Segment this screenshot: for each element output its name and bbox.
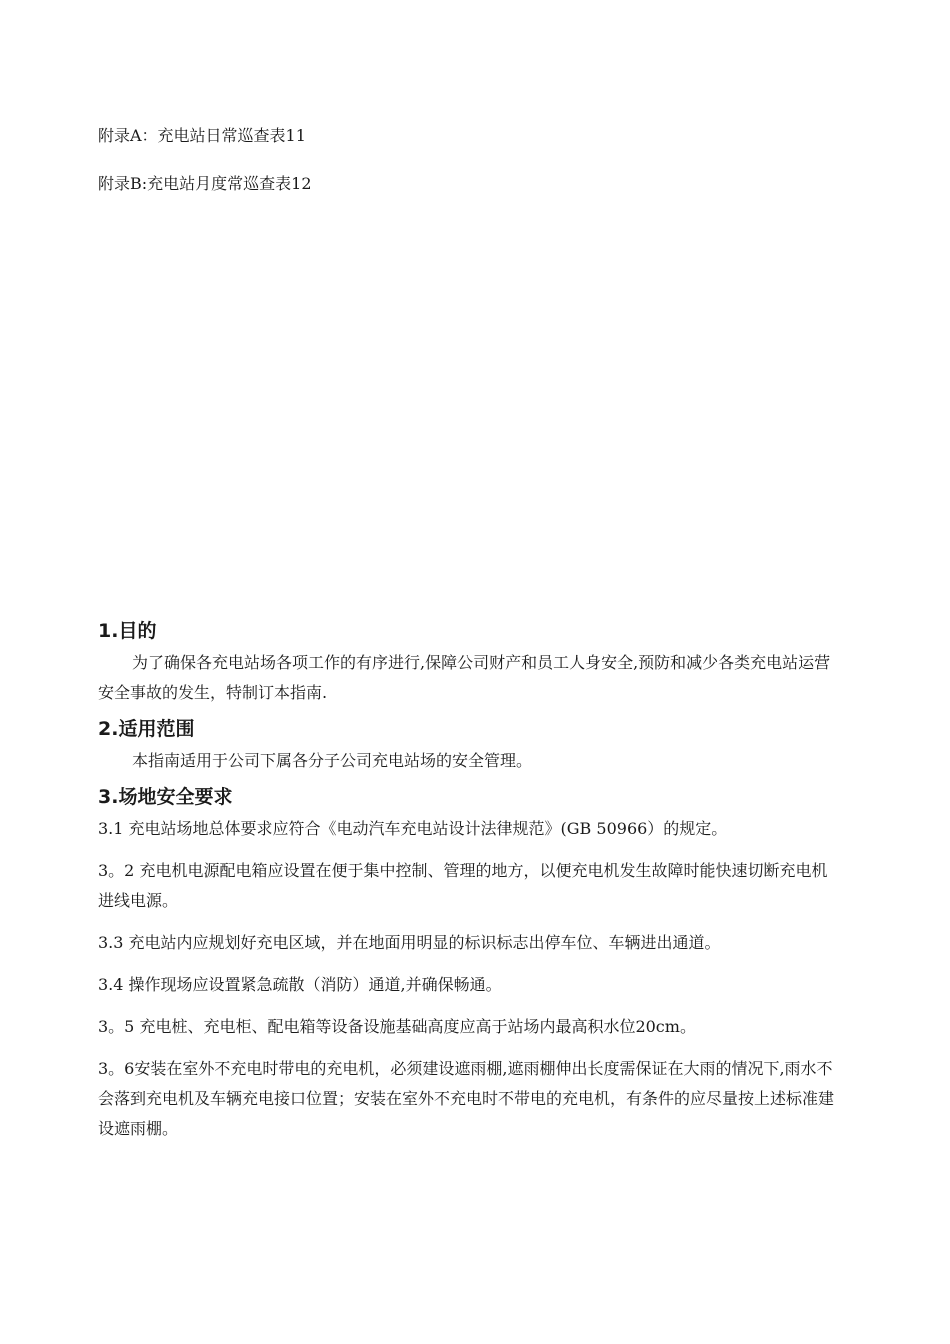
site-safety-item-1: 3.1 充电站场地总体要求应符合《电动汽车充电站设计法律规范》(GB 50966）的规定。 bbox=[98, 819, 728, 838]
section-body-scope: 本指南适用于公司下属各分子公司充电站场的安全管理。 bbox=[132, 751, 533, 770]
document-body bbox=[98, 620, 838, 1156]
section-site-safety bbox=[98, 786, 838, 1144]
toc-appendix-a: 附录A：充电站日常巡查表11 bbox=[98, 126, 306, 145]
site-safety-item-4: 3.4 操作现场应设置紧急疏散（消防）通道,并确保畅通。 bbox=[98, 975, 502, 994]
section-heading-scope: 2.适用范围 bbox=[98, 718, 195, 740]
site-safety-item-2: 3。2 充电机电源配电箱应设置在便于集中控制、管理的地方，以便充电机发生故障时能快速切断充电机进线电源。 bbox=[98, 861, 828, 910]
section-body-purpose: 为了确保各充电站场各项工作的有序进行,保障公司财产和员工人身安全,预防和减少各类充电站运营安全事故的发生，特制订本指南. bbox=[98, 653, 831, 702]
section-scope bbox=[98, 718, 838, 776]
toc-appendix-b: 附录B:充电站月度常巡查表12 bbox=[98, 174, 312, 193]
section-heading-purpose: 1.目的 bbox=[98, 620, 157, 642]
site-safety-item-3: 3.3 充电站内应规划好充电区域，并在地面用明显的标识标志出停车位、车辆进出通道。 bbox=[98, 933, 721, 952]
site-safety-item-6: 3。6安装在室外不充电时带电的充电机，必须建设遮雨棚,遮雨棚伸出长度需保证在大雨的情况下,雨水不会落到充电机及车辆充电接口位置；安装在室外不充电时不带电的充电机，有条件的应尽量按上述标准建设遮雨棚。 bbox=[98, 1059, 835, 1138]
section-purpose bbox=[98, 620, 838, 708]
section-heading-site-safety: 3.场地安全要求 bbox=[98, 786, 233, 808]
site-safety-item-5: 3。5 充电桩、充电柜、配电箱等设备设施基础高度应高于站场内最高积水位20cm。 bbox=[98, 1017, 696, 1036]
